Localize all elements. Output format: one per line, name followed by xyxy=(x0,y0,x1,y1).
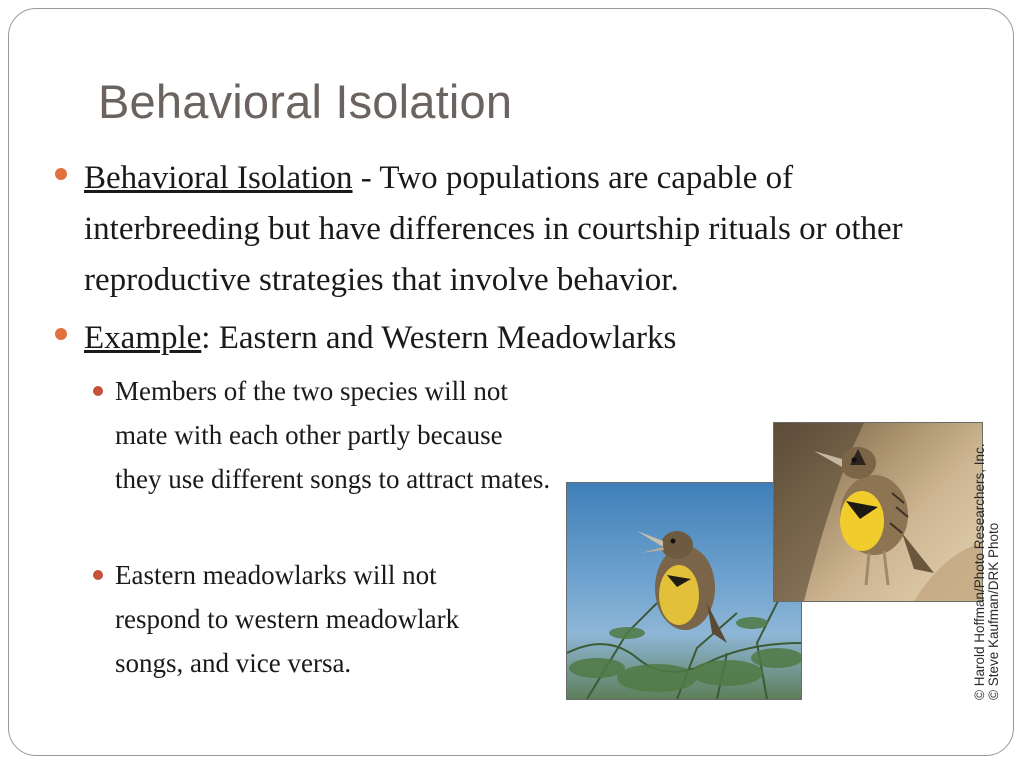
bullet-text: - Two populations are capable of interbreeding but have differences in courtship rituals or other reproductive strategies that involve behavior. xyxy=(84,160,903,298)
bullet-term: Example xyxy=(84,320,202,356)
sub-bullet-response xyxy=(115,553,525,685)
photo-credit xyxy=(973,443,1001,700)
eastern-meadowlark-illustration xyxy=(774,423,982,601)
bullet-term: Behavioral Isolation xyxy=(84,160,353,196)
bullet-dot-icon xyxy=(55,328,67,340)
photo-credit-line-1: © Harold Hoffman/Photo Researchers, Inc. xyxy=(972,443,987,700)
sub-bullet-dot-icon xyxy=(93,386,103,396)
bullet-dot-icon xyxy=(55,168,67,180)
slide-title: Behavioral Isolation xyxy=(98,75,513,128)
sub-bullet-dot-icon xyxy=(93,570,103,580)
sub-bullet-text: Eastern meadowlarks will not respond to western meadowlark songs, and vice versa. xyxy=(115,560,460,678)
sub-bullet-songs xyxy=(115,369,555,501)
bullet-behavioral-isolation xyxy=(84,153,924,306)
western-meadowlark-illustration xyxy=(567,483,801,699)
bullet-text: : Eastern and Western Meadowlarks xyxy=(201,320,677,356)
western-meadowlark-photo xyxy=(566,482,802,700)
eastern-meadowlark-photo xyxy=(773,422,983,602)
bullet-example xyxy=(84,313,924,364)
photo-credit-line-2: © Steve Kaufman/DRK Photo xyxy=(986,522,1001,700)
sub-bullet-text: Members of the two species will not mate with each other partly because they use different songs to attract mates. xyxy=(115,376,551,494)
